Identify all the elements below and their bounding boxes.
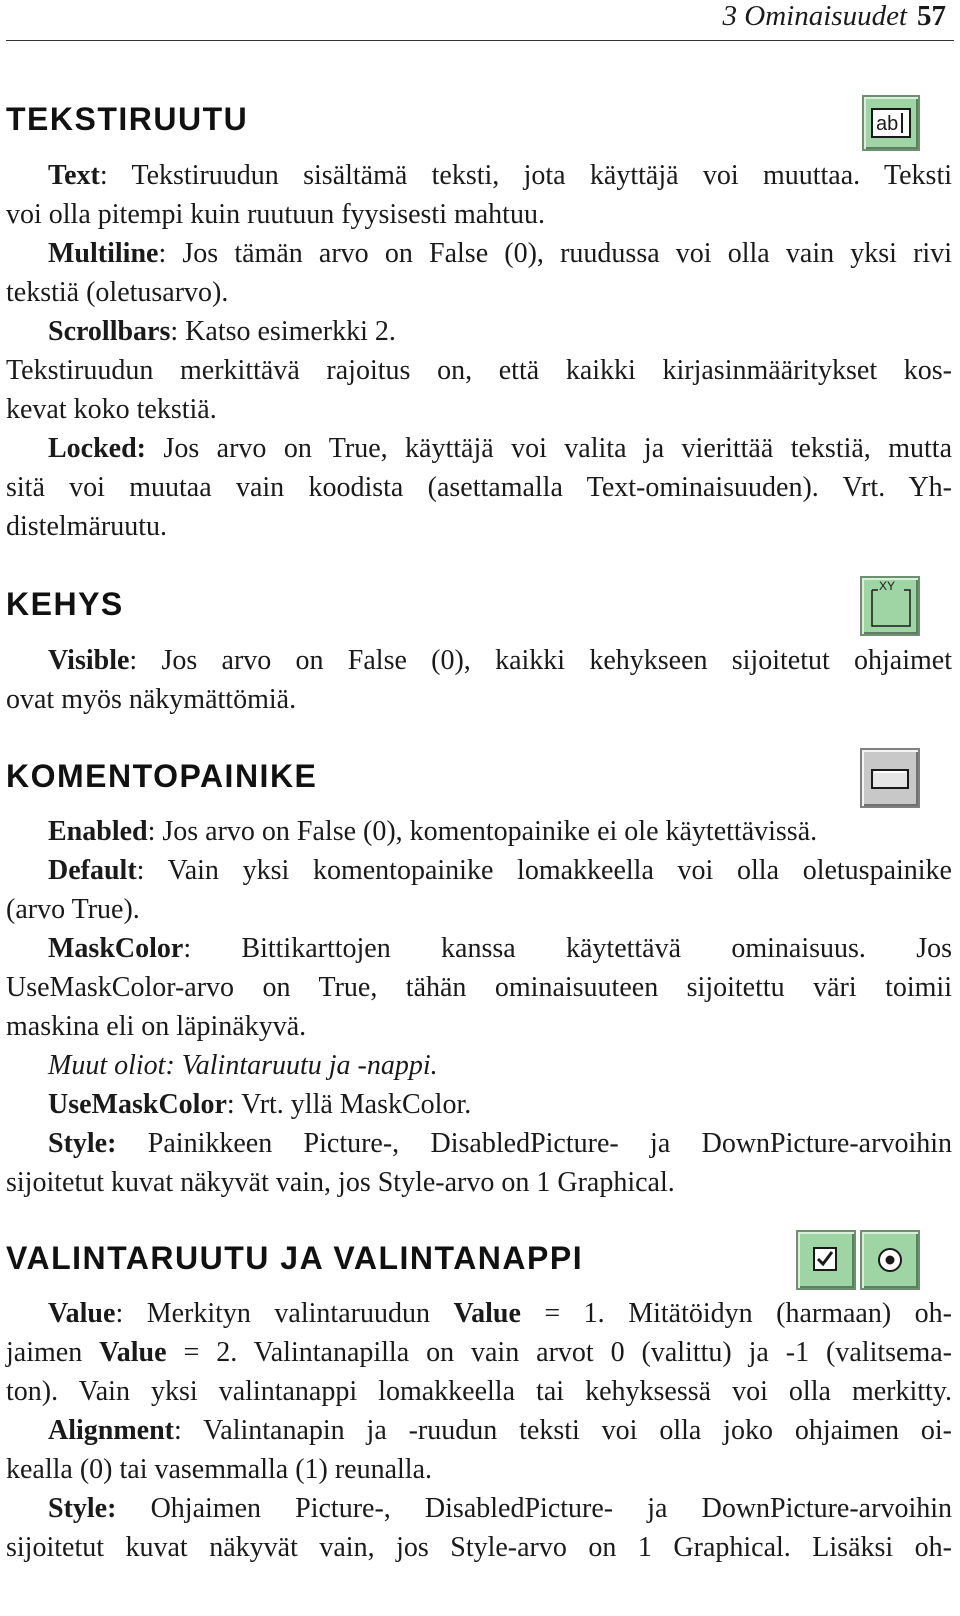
text-line: Text: Tekstiruudun sisältämä teksti, jota käyttäjä voi muuttaa. Teksti: [48, 160, 952, 191]
page-number: 57: [917, 0, 946, 32]
text-line: Visible: Jos arvo on False (0), kaikki kehykseen sijoitetut ohjaimet: [48, 645, 952, 676]
section-body-valintaruutu: [6, 1294, 952, 1567]
running-header: [723, 0, 946, 33]
frame-icon-label: XY: [879, 579, 896, 593]
page-header: [0, 0, 960, 42]
text-line: voi olla pitempi kuin ruutuun fyysisesti mahtuu.: [6, 199, 545, 230]
textbox-ab-icon: [862, 95, 920, 151]
command-button-icon: [860, 748, 920, 808]
text-line: maskina eli on läpinäkyvä.: [6, 1011, 307, 1042]
section-heading-tekstiruutu: TEKSTIRUUTU: [6, 101, 249, 137]
text-line: UseMaskColor-arvo on True, tähän ominaisuuteen sijoitettu väri toimii: [6, 972, 952, 1003]
text-line: Style: Painikkeen Picture-, DisabledPicture- ja DownPicture-arvoihin: [48, 1128, 952, 1159]
text-line: Locked: Jos arvo on True, käyttäjä voi valita ja vierittää tekstiä, mutta: [48, 433, 952, 464]
text-line: MaskColor: Bittikarttojen kanssa käytettävä ominaisuus. Jos: [48, 933, 952, 964]
text-line: Alignment: Valintanapin ja -ruudun teksti voi olla joko ohjaimen oi-: [48, 1415, 952, 1446]
text-line: Scrollbars: Katso esimerkki 2.: [48, 316, 396, 347]
text-line: (arvo True).: [6, 894, 140, 925]
text-line: Tekstiruudun merkittävä rajoitus on, että kaikki kirjasinmääritykset kos-: [6, 355, 952, 386]
text-line: Value: Merkityn valintaruudun Value = 1. Mitätöidyn (harmaan) oh-: [48, 1298, 952, 1329]
svg-text:ab: ab: [876, 113, 899, 135]
text-line: sijoitetut kuvat näkyvät vain, jos Style-arvo on 1 Graphical. Lisäksi oh-: [6, 1532, 952, 1563]
section-heading-kehys: KEHYS: [6, 586, 124, 622]
text-line: Default: Vain yksi komentopainike lomakkeella voi olla oletuspainike: [48, 855, 952, 886]
text-line: Muut oliot: Valintaruutu ja -nappi.: [48, 1050, 438, 1081]
chapter-title: 3 Ominaisuudet: [722, 0, 907, 32]
text-line: Enabled: Jos arvo on False (0), komentopainike ei ole käytettävissä.: [48, 816, 818, 847]
text-line: tekstiä (oletusarvo).: [6, 277, 229, 308]
text-line: Multiline: Jos tämän arvo on False (0), ruudussa voi olla vain yksi rivi: [48, 238, 952, 269]
section-body-komentopainike: [6, 812, 952, 1202]
text-line: jaimen Value = 2. Valintanapilla on vain arvot 0 (valittu) ja -1 (valitsema-: [6, 1337, 952, 1368]
header-rule: [6, 40, 954, 41]
section-heading-komentopainike: KOMENTOPAINIKE: [6, 758, 318, 794]
text-line: sijoitetut kuvat näkyvät vain, jos Style-arvo on 1 Graphical.: [6, 1167, 675, 1198]
text-line: UseMaskColor: Vrt. yllä MaskColor.: [48, 1089, 472, 1120]
text-line: kevat koko tekstiä.: [6, 394, 217, 425]
text-line: Style: Ohjaimen Picture-, DisabledPicture- ja DownPicture-arvoihin: [48, 1493, 952, 1524]
section-body-kehys: [6, 641, 952, 719]
text-line: sitä voi muutaa vain koodista (asettamalla Text-ominaisuuden). Vrt. Yh-: [6, 472, 952, 503]
text-line: kealla (0) tai vasemmalla (1) reunalla.: [6, 1454, 433, 1485]
text-line: ton). Vain yksi valintanappi lomakkeella tai kehyksessä voi olla merkitty.: [6, 1376, 952, 1407]
checkbox-icon: [796, 1230, 856, 1290]
section-body-tekstiruutu: [6, 156, 952, 546]
text-line: distelmäruutu.: [6, 511, 167, 542]
option-button-icon: [860, 1230, 920, 1290]
section-heading-valintaruutu: VALINTARUUTU JA VALINTANAPPI: [6, 1240, 584, 1276]
frame-xy-icon: [860, 576, 920, 636]
text-line: ovat myös näkymättömiä.: [6, 684, 297, 715]
